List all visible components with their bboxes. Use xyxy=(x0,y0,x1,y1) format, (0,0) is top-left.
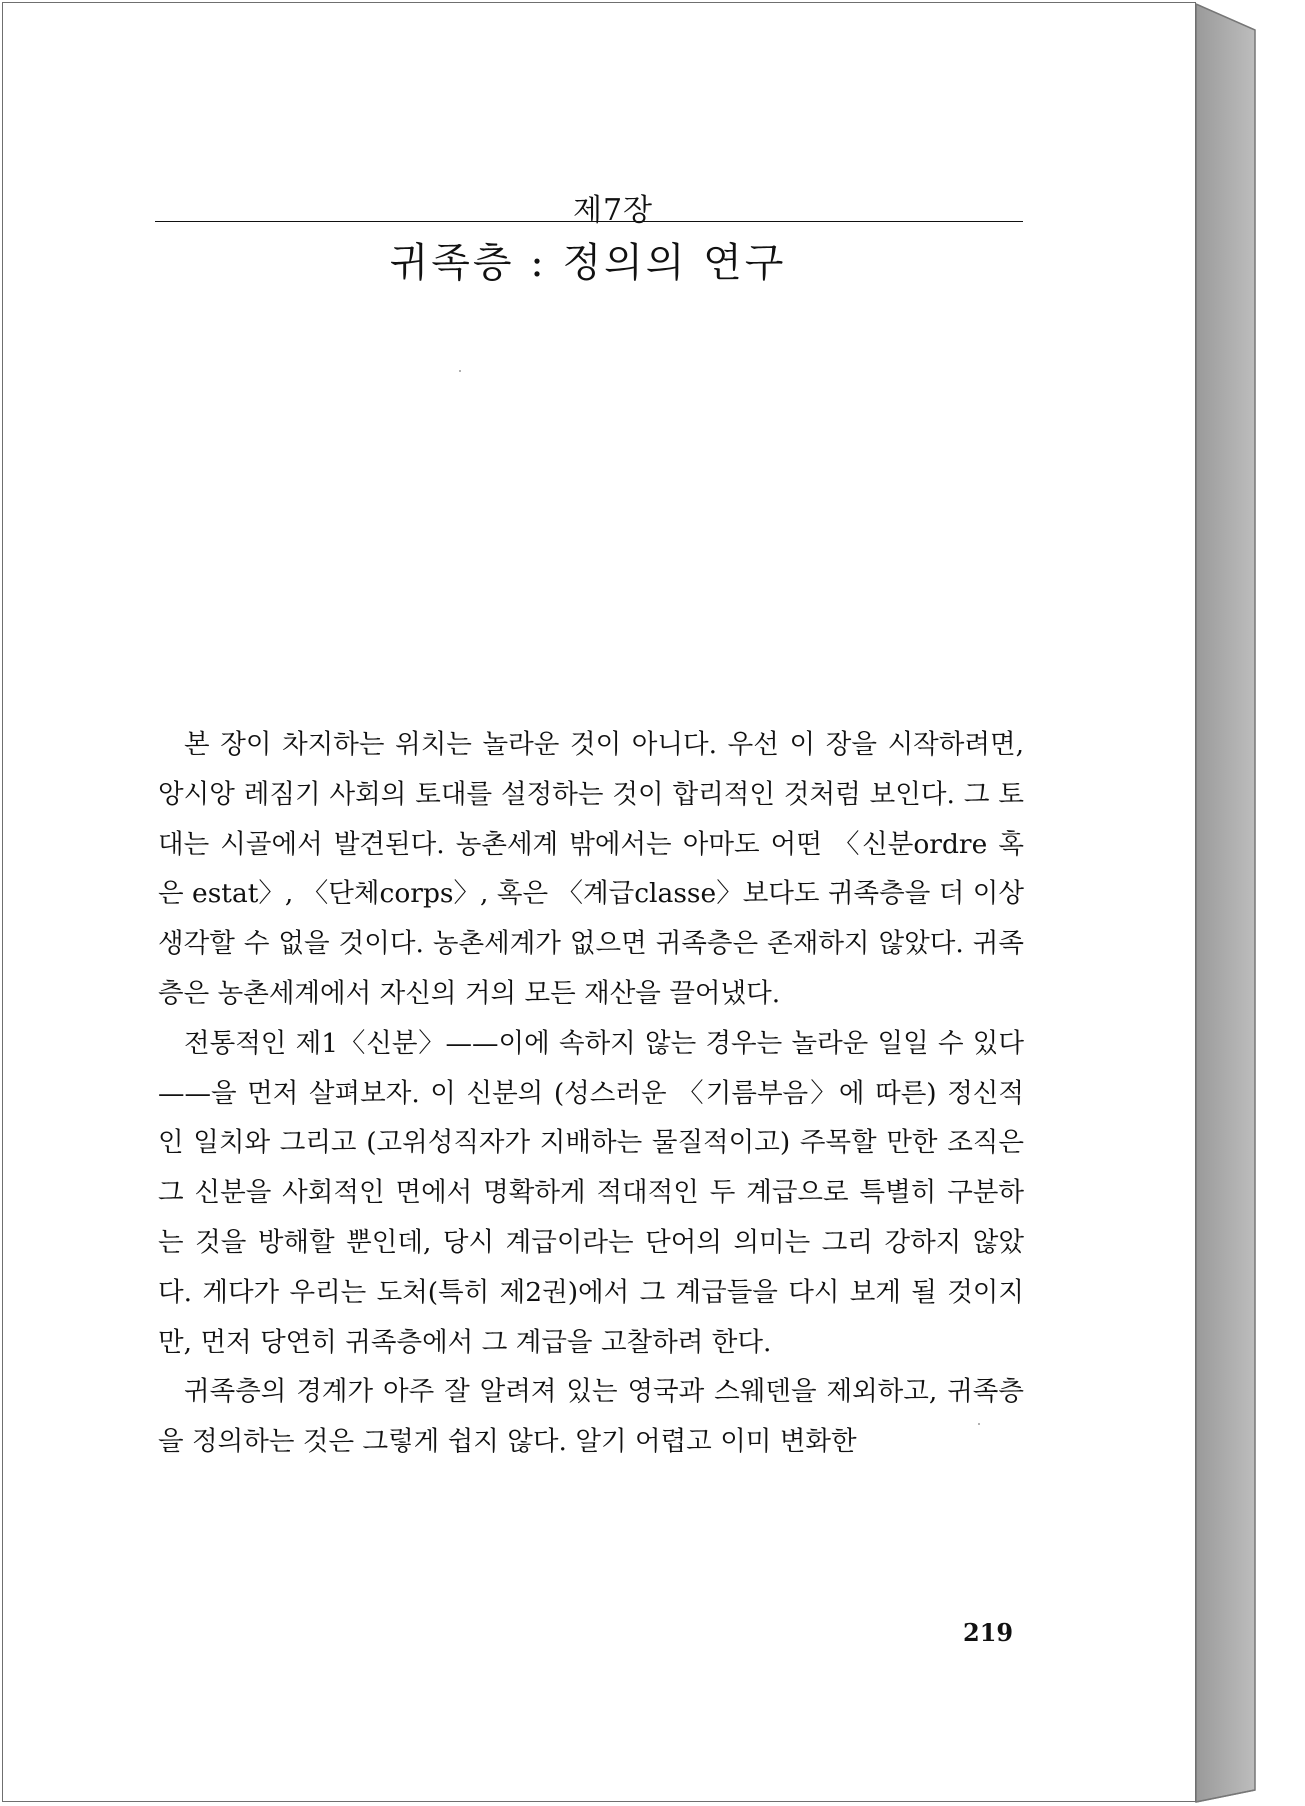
book-page xyxy=(2,2,1196,1802)
paragraph: 본 장이 차지하는 위치는 놀라운 것이 아니다. 우선 이 장을 시작하려면, 앙시앙 레짐기 사회의 토대를 설정하는 것이 합리적인 것처럼 보인다. 그 토대는 시골에서 발견된다. 농촌세계 밖에서는 아마도 어떤 〈신분ordre 혹은 estat〉, 〈단체corps〉, 혹은 〈계급classe〉보다도 귀족층을 더 이상 생각할 수 없을 것이다. 농촌세계가 없으면 귀족층은 존재하지 않았다. 귀족층은 농촌세계에서 자신의 거의 모든 재산을 끌어냈다. xyxy=(158,729,1024,1009)
book-page-stack xyxy=(1196,4,1255,1802)
chapter-divider xyxy=(155,221,1023,222)
paragraph: 전통적인 제1〈신분〉——이에 속하지 않는 경우는 놀라운 일일 수 있다——을 먼저 살펴보자. 이 신분의 (성스러운 〈기름부음〉에 따른) 정신적인 일치와 그리고 (고위성직자가 지배하는 물질적이고) 주목할 만한 조직은 그 신분을 사회적인 면에서 명확하게 적대적인 두 계급으로 특별히 구분하는 것을 방해할 뿐인데, 당시 계급이라는 단어의 의미는 그리 강하지 않았다. 게다가 우리는 도처(특히 제2권)에서 그 계급들을 다시 보게 될 것이지만, 먼저 당연히 귀족층에서 그 계급을 고찰하려 한다. xyxy=(158,1027,1024,1358)
chapter-title: 귀족층 : 정의의 연구 xyxy=(389,240,787,286)
chapter-number: 제7장 xyxy=(572,193,654,228)
body-text xyxy=(158,720,1024,1467)
page-number: 219 xyxy=(963,1618,1014,1647)
page-speck xyxy=(459,370,461,372)
paragraph: 귀족층의 경계가 아주 잘 알려져 있는 영국과 스웨덴을 제외하고, 귀족층을 정의하는 것은 그렇게 쉽지 않다. 알기 어렵고 이미 변화한 xyxy=(158,1376,1024,1458)
